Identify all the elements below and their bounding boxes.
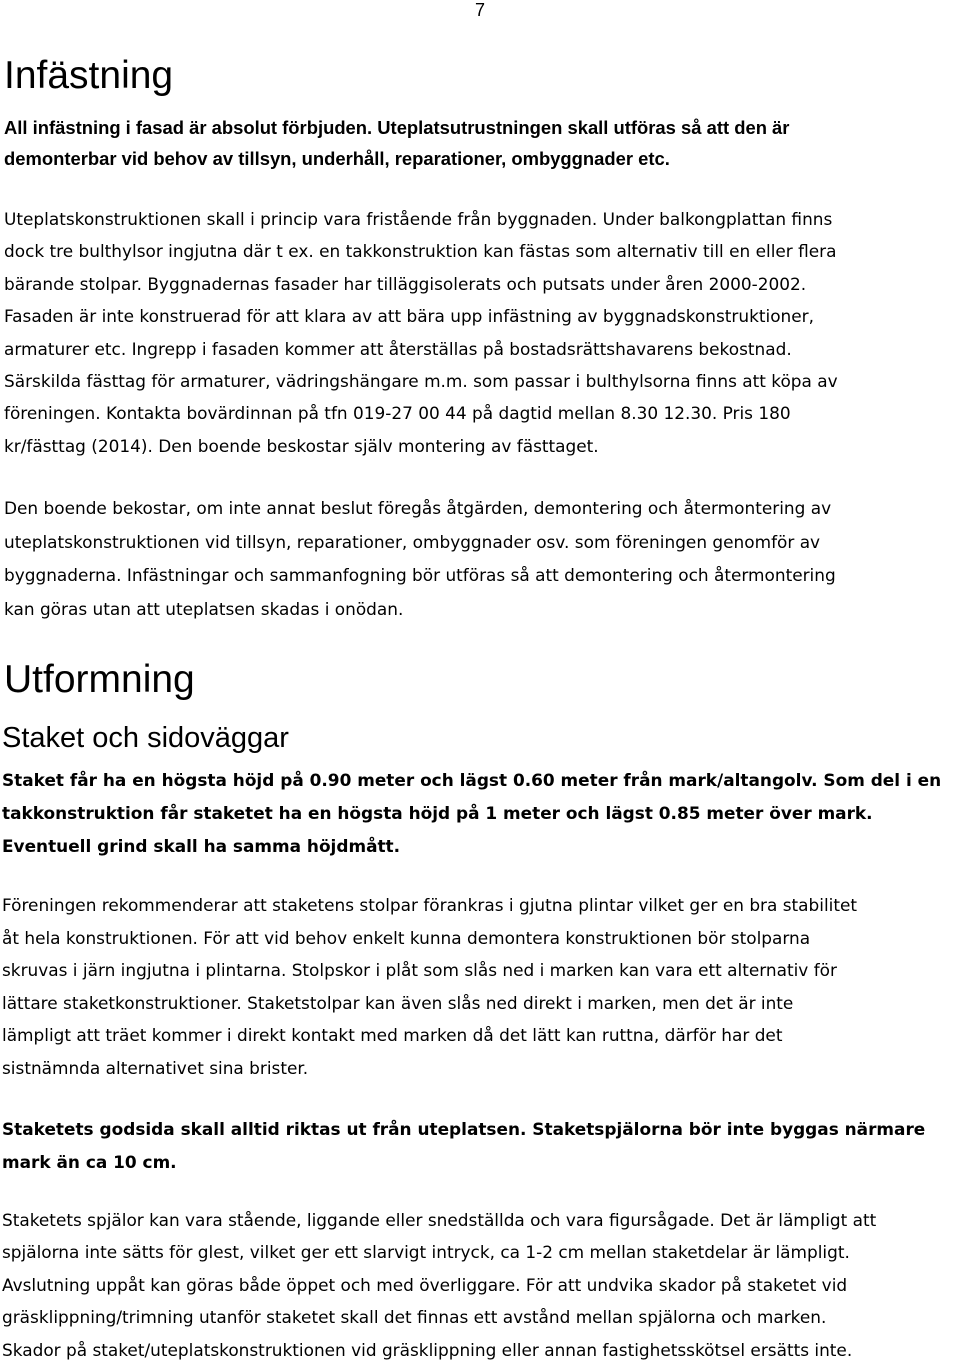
- text-line: gräsklippning/trimning utanför staketet skall det finnas ett avstånd mellan spjälorna och marken.: [2, 1307, 827, 1328]
- text-line: Föreningen rekommenderar att staketens stolpar förankras i gjutna plintar vilket ger en bra stabilitet: [2, 895, 858, 915]
- text-line: Avslutning uppåt kan göras både öppet och med överliggare. För att undvika skador på staketet vid: [2, 1274, 848, 1295]
- text-line: kr/fästtag (2014). Den boende beskostar själv montering av fästtaget.: [4, 435, 599, 456]
- text-line: kan göras utan att uteplatsen skadas i onödan.: [4, 598, 404, 619]
- staket-bold-paragraph: [0, 764, 960, 863]
- text-line: takkonstruktion får staketet ha en högsta höjd på 1 meter och lägst 0.85 meter över mark.: [2, 803, 873, 823]
- infastning-paragraph-2: [0, 492, 960, 626]
- staket-paragraph-1: [0, 889, 960, 1085]
- text-line: Uteplatskonstruktionen skall i princip vara fristående från byggnaden. Under balkongplattan finns: [4, 209, 833, 229]
- section-heading-infastning: [0, 54, 960, 98]
- text-line: demonterbar vid behov av tillsyn, underhåll, reparationer, ombyggnader etc.: [4, 148, 670, 169]
- text-line: åt hela konstruktionen. För att vid behov enkelt kunna demontera konstruktionen bör stolparna: [2, 927, 811, 948]
- heading-text: Infästning: [4, 54, 174, 97]
- heading-text: Utformning: [4, 658, 195, 701]
- text-line: lämpligt att träet kommer i direkt kontakt med marken då det lätt kan ruttna, därför har det: [2, 1025, 783, 1046]
- text-line: All infästning i fasad är absolut förbjuden. Uteplatsutrustningen skall utföras så att den är: [4, 117, 790, 138]
- text-line: byggnaderna. Infästningar och sammanfogning bör utföras så att demontering och återmontering: [4, 565, 836, 585]
- text-line: lättare staketkonstruktioner. Staketstolpar kan även slås ned direkt i marken, men det är inte: [2, 992, 794, 1013]
- infastning-bold-paragraph: [0, 112, 960, 174]
- text-line: föreningen. Kontakta bovärdinnan på tfn 019-27 00 44 på dagtid mellan 8.30 12.30. Pris 180: [4, 403, 791, 424]
- text-line: Staketets spjälor kan vara stående, liggande eller snedställda och vara figursågade. Det är lämpligt att: [2, 1210, 877, 1230]
- section-heading-utformning: [0, 658, 960, 702]
- text-line: uteplatskonstruktionen vid tillsyn, reparationer, ombyggnader osv. som föreningen genomför av: [4, 531, 821, 552]
- text-line: armaturer etc. Ingrepp i fasaden kommer att återställas på bostadsrättshavarens bekostnad.: [4, 338, 792, 359]
- text-line: Fasaden är inte konstruerad för att klara av att bära upp infästning av byggnadskonstruktioner,: [4, 306, 814, 327]
- text-line: Eventuell grind skall ha samma höjdmått.: [2, 836, 401, 856]
- text-line: bärande stolpar. Byggnadernas fasader har tilläggisolerats och putsats under åren 2000-2002.: [4, 273, 807, 294]
- text-line: dock tre bulthylsor ingjutna där t ex. en takkonstruktion kan fästas som alternativ till en eller flera: [4, 241, 837, 262]
- page-number: 7: [475, 0, 486, 20]
- text-line: Den boende bekostar, om inte annat beslut föregås åtgärden, demontering och återmontering av: [4, 498, 832, 518]
- infastning-paragraph-1: [0, 203, 960, 462]
- text-line: skruvas i järn ingjutna i plintarna. Stolpskor i plåt som slås ned i marken kan vara ett alternativ för: [2, 960, 837, 981]
- subheading-text: Staket och sidoväggar: [2, 722, 289, 754]
- text-line: Staket får ha en högsta höjd på 0.90 meter och lägst 0.60 meter från mark/altangolv. Som del i en: [2, 770, 942, 790]
- staket-bold-paragraph-2: [0, 1113, 960, 1179]
- text-line: mark än ca 10 cm.: [2, 1152, 177, 1172]
- text-line: sistnämnda alternativet sina brister.: [2, 1057, 309, 1078]
- text-line: Staketets godsida skall alltid riktas ut från uteplatsen. Staketspjälorna bör inte byggas närmare: [2, 1119, 926, 1139]
- staket-paragraph-2: [0, 1204, 960, 1366]
- text-line: spjälorna inte sätts för glest, vilket ger ett slarvigt intryck, ca 1-2 cm mellan staketdelar är lämpligt.: [2, 1242, 850, 1263]
- text-line: Skador på staket/uteplatskonstruktionen vid gräsklippning eller annan fastighetsskötsel ersätts inte.: [2, 1339, 853, 1360]
- text-line: Särskilda fästtag för armaturer, vädringshängare m.m. som passar i bulthylsorna finns att köpa av: [4, 371, 838, 392]
- subheading-staket-och-sidovaggar: [0, 721, 960, 755]
